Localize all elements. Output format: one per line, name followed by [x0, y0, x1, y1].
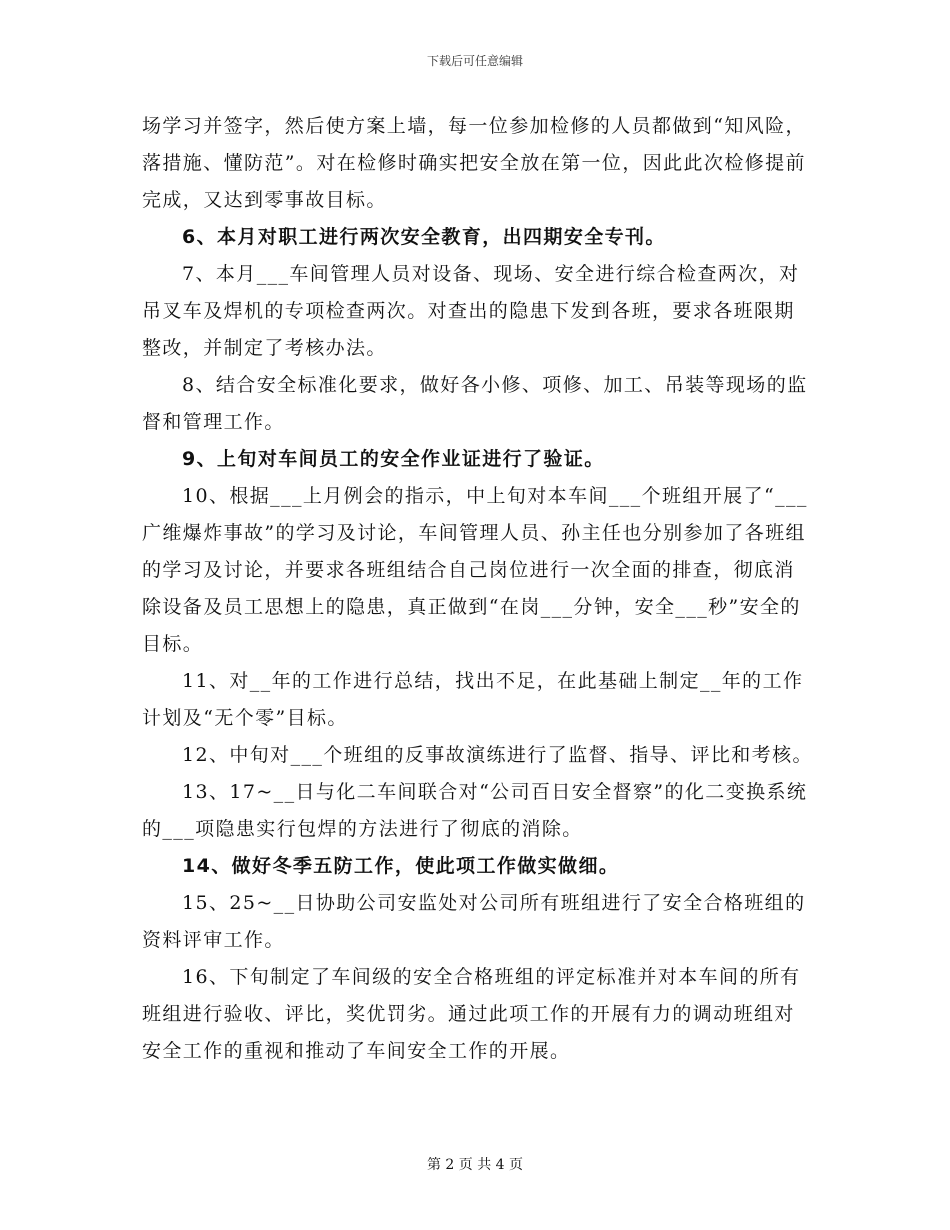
paragraph-item-12: 12、中旬对___个班组的反事故演练进行了监督、指导、评比和考核。	[182, 744, 813, 766]
paragraph-item-16: 16、下旬制定了车间级的安全合格班组的评定标准并对本车间的所有班组进行验收、评比，奖优罚劣。通过此项工作的开展有力的调动班组对安全工作的重视和推动了车间安全工作的开展。	[142, 966, 801, 1062]
paragraph-item-13: 13、17~__日与化二车间联合对“公司百日安全督察”的化二变换系统的___项隐患实行包焊的方法进行了彻底的消除。	[142, 781, 808, 840]
paragraph-item-11: 11、对__年的工作进行总结，找出不足，在此基础上制定__年的工作计划及“无个零”目标。	[142, 670, 804, 729]
paragraph-item-15: 15、25~__日协助公司安监处对公司所有班组进行了安全合格班组的资料评审工作。	[142, 892, 806, 951]
page-header: 下载后可任意编辑	[426, 54, 523, 68]
paragraph-item-6: 6、本月对职工进行两次安全教育，出四期安全专刊。	[182, 226, 666, 248]
paragraph-item-14: 14、做好冬季五防工作，使此项工作做实做细。	[182, 855, 620, 877]
paragraph-item-9: 9、上旬对车间员工的安全作业证进行了验证。	[182, 448, 605, 470]
paragraph-item-10: 10、根据___上月例会的指示，中上旬对本车间___个班组开展了“___广维爆炸事故”的学习及讨论，车间管理人员、孙主任也分别参加了各班组的学习及讨论，并要求各班组结合自己岗位进行一次全面的排查，彻底消除设备及员工思想上的隐患，真正做到“在岗___分钟，安全___秒”安全的目标。	[142, 485, 808, 655]
paragraph-item-8: 8、结合安全标准化要求，做好各小修、项修、加工、吊装等现场的监督和管理工作。	[142, 374, 808, 433]
page-footer: 第 2 页 共 4 页	[426, 1157, 524, 1173]
document-body	[142, 108, 814, 1070]
paragraph-continuation: 场学习并签字，然后使方案上墙，每一位参加检修的人员都做到“知风险，落措施、懂防范”。对在检修时确实把安全放在第一位，因此此次检修提前完成，又达到零事故目标。	[142, 115, 806, 211]
paragraph-item-7: 7、本月___车间管理人员对设备、现场、安全进行综合检查两次，对吊叉车及焊机的专项检查两次。对查出的隐患下发到各班，要求各班限期整改，并制定了考核办法。	[142, 263, 800, 359]
